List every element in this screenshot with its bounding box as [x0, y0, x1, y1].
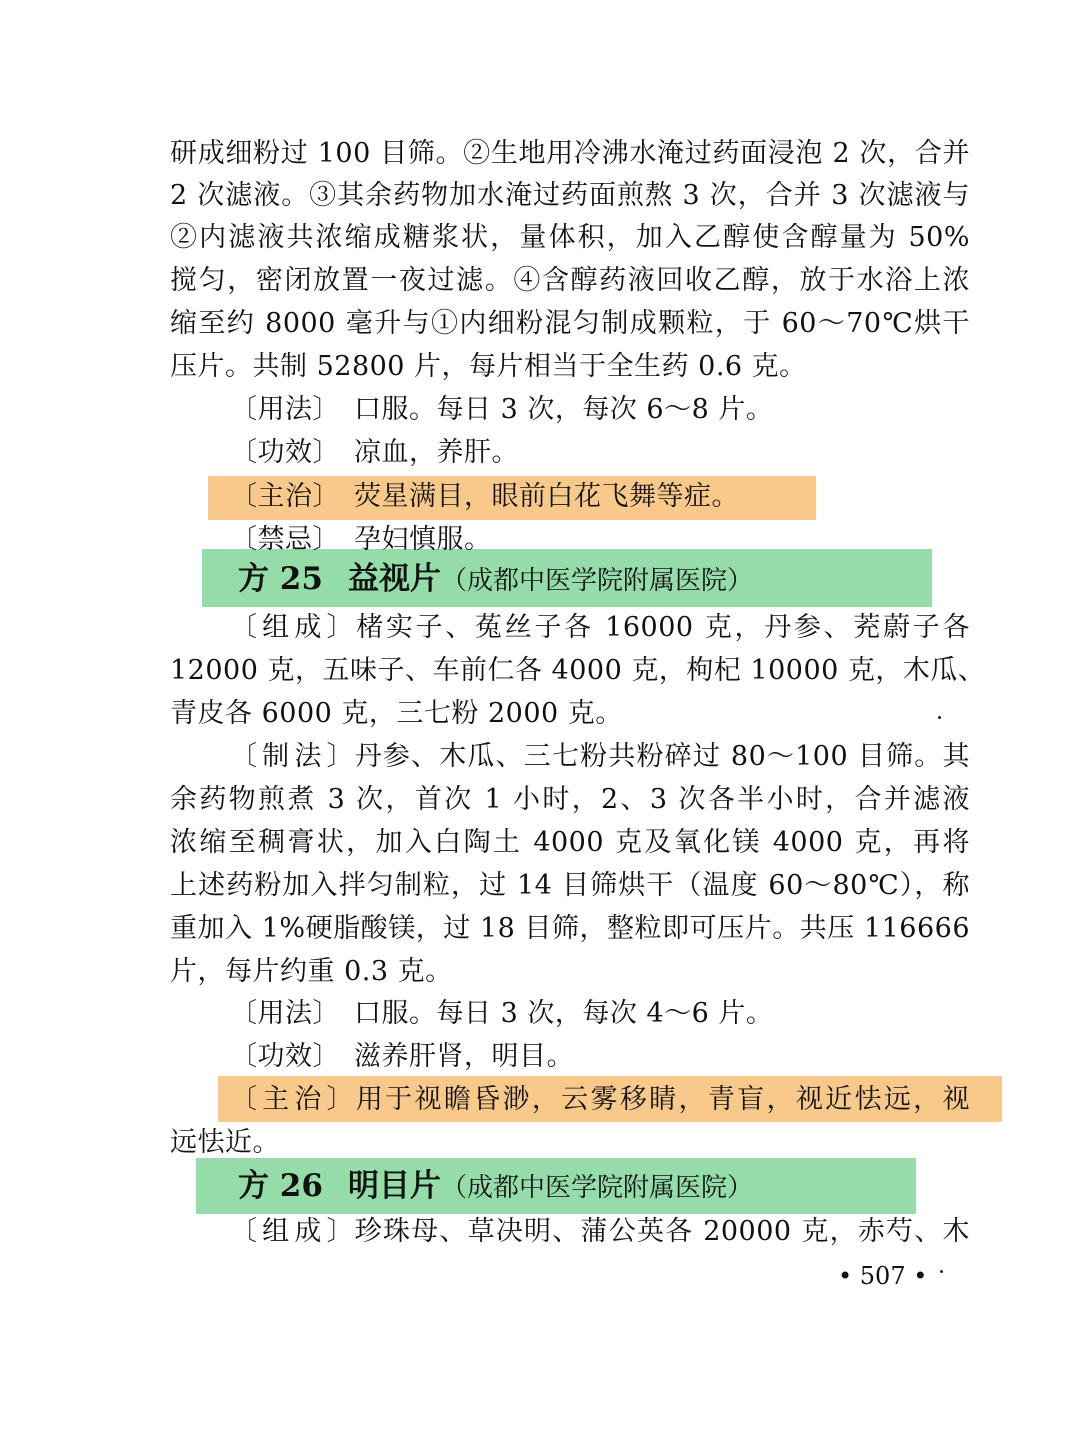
usage-entry [230, 388, 970, 432]
entry-label: 〔禁忌〕 [230, 524, 340, 555]
effect-entry [230, 1035, 970, 1079]
formula-name: 益视片 [348, 561, 441, 597]
formula-name: 明目片 [348, 1168, 441, 1204]
text-line: ②内滤液共浓缩成糖浆状，量体积，加入乙醇使含醇量为 50% [170, 222, 970, 253]
text-line: 重加入 1%硬脂酸镁，过 18 目筛，整粒即可压片。共压 116666 [170, 913, 970, 944]
effect-entry [230, 431, 970, 475]
entry-label: 〔主治〕 [230, 481, 340, 512]
indication-entry [230, 1078, 970, 1122]
formula-heading [238, 1158, 753, 1214]
composition-entry [230, 606, 970, 650]
formula-number: 方 26 [238, 1168, 323, 1204]
entry-text: 口服。每日 3 次，每次 4～6 片。 [354, 998, 774, 1029]
entry-label: 〔组成〕 [230, 1216, 354, 1247]
text-line: 压片。共制 52800 片，每片相当于全生药 0.6 克。 [170, 351, 807, 382]
text-line: 片，每片约重 0.3 克。 [170, 956, 453, 987]
entry-text: 荧星满目，眼前白花飞舞等症。 [354, 481, 739, 512]
entry-text: 丹参、木瓜、三七粉共粉碎过 80～100 目筛。其 [354, 741, 970, 772]
entry-text: 用于视瞻昏渺，云雾移睛，青盲，视近怯远，视 [354, 1084, 970, 1115]
entry-label: 〔主治〕 [230, 1084, 354, 1115]
usage-entry [230, 992, 970, 1036]
formula-number: 方 25 [238, 561, 323, 597]
page-number: • 507 • [838, 1262, 928, 1290]
formula-source: （成都中医学院附属医院） [441, 566, 754, 596]
text-line: 研成细粉过 100 目筛。②生地用冷沸水淹过药面浸泡 2 次，合并 [170, 138, 970, 169]
formula-heading [238, 551, 753, 607]
scan-speck [940, 1270, 943, 1273]
text-line: 余药物煎煮 3 次，首次 1 小时，2、3 次各半小时，合并滤液 [170, 784, 970, 815]
entry-label: 〔制法〕 [230, 741, 354, 772]
entry-label: 〔用法〕 [230, 394, 340, 425]
formula-source: （成都中医学院附属医院） [441, 1173, 754, 1203]
entry-text: 珍珠母、草决明、蒲公英各 20000 克，赤芍、木 [354, 1216, 970, 1247]
composition-entry [230, 1210, 970, 1254]
entry-text: 楮实子、菟丝子各 16000 克，丹参、茺蔚子各 [354, 612, 970, 643]
text-line: 上述药粉加入拌匀制粒，过 14 目筛烘干（温度 60～80℃），称 [170, 870, 970, 901]
entry-label: 〔用法〕 [230, 998, 340, 1029]
entry-text: 凉血，养肝。 [354, 437, 519, 468]
entry-text: 孕妇慎服。 [354, 524, 492, 555]
scan-speck [938, 716, 941, 719]
text-line: 青皮各 6000 克，三七粉 2000 克。 [170, 698, 623, 729]
entry-label: 〔功效〕 [230, 437, 340, 468]
text-line: 搅匀，密闭放置一夜过滤。④含醇药液回收乙醇，放于水浴上浓 [170, 265, 970, 296]
entry-label: 〔功效〕 [230, 1041, 340, 1072]
entry-text: 滋养肝肾，明目。 [354, 1041, 574, 1072]
entry-text: 口服。每日 3 次，每次 6～8 片。 [354, 394, 774, 425]
text-line: 浓缩至稠膏状，加入白陶土 4000 克及氧化镁 4000 克，再将 [170, 827, 970, 858]
indication-entry [230, 475, 970, 519]
text-line: 12000 克，五味子、车前仁各 4000 克，枸杞 10000 克，木瓜、 [170, 655, 986, 686]
text-line: 远怯近。 [170, 1127, 280, 1158]
text-line: 2 次滤液。③其余药物加水淹过药面煎熬 3 次，合并 3 次滤液与 [170, 180, 970, 211]
text-line: 缩至约 8000 毫升与①内细粉混匀制成颗粒，于 60～70℃烘干 [170, 308, 970, 339]
entry-label: 〔组成〕 [230, 612, 354, 643]
method-entry [230, 735, 970, 779]
